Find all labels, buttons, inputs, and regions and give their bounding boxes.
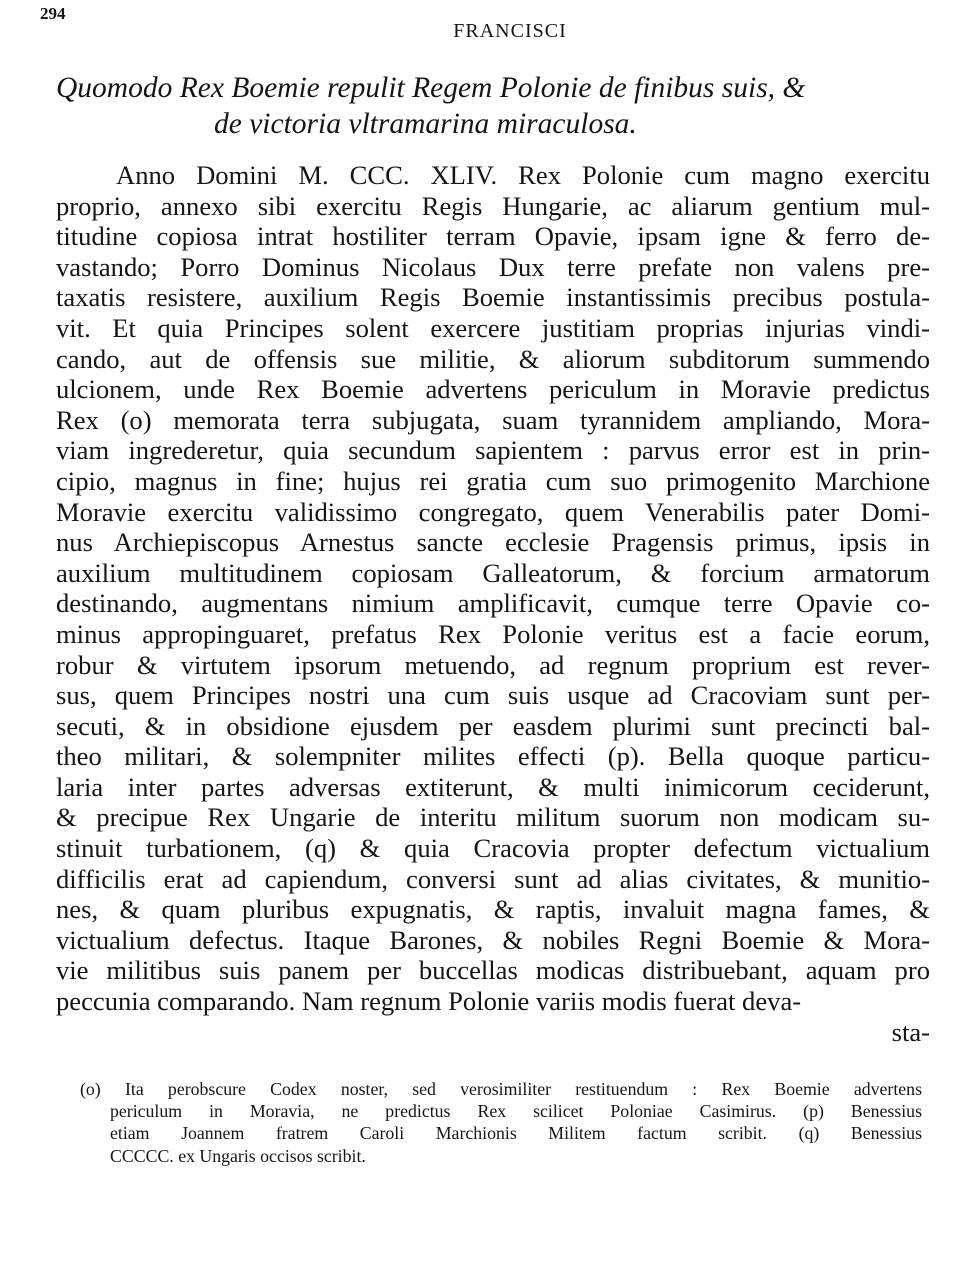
text-line: victualium defectus. Itaque Barones, & nobiles Regni Boemie & Mora-	[56, 924, 930, 955]
text-line: secuti, & in obsidione ejusdem per easdem plurimi sunt precincti bal-	[56, 710, 930, 741]
text-line: cipio, magnus in fine; hujus rei gratia cum suo primogenito Marchione	[56, 465, 930, 496]
text-line: viam ingrederetur, quia secundum sapientem : parvus error est in prin-	[56, 435, 930, 466]
body-text	[56, 160, 930, 1047]
text-line: laria inter partes adversas extiterunt, & multi inimicorum ceciderunt,	[56, 771, 930, 802]
text-line: minus appropinguaret, prefatus Rex Polonie veritus est a facie eorum,	[56, 618, 930, 649]
text-line: stinuit turbationem, (q) & quia Cracovia propter defectum victualium	[56, 833, 930, 864]
text-line: ulcionem, unde Rex Boemie advertens periculum in Moravie predictus	[56, 374, 930, 405]
text-line: theo militari, & solempniter milites effecti (p). Bella quoque particu-	[56, 741, 930, 772]
footnote-line: periculum in Moravia, ne predictus Rex scilicet Poloniae Casimirus. (p) Benessius	[110, 1101, 922, 1122]
text-line: Rex (o) memorata terra subjugata, suam tyrannidem ampliando, Mora-	[56, 404, 930, 435]
text-line: vit. Et quia Principes solent exercere justitiam proprias injurias vindi-	[56, 312, 930, 343]
chapter-title	[56, 70, 926, 142]
text-line: vastando; Porro Dominus Nicolaus Dux terre prefate non valens pre-	[56, 251, 930, 282]
footnote-line: (o) Ita perobscure Codex noster, sed verosimiliter restituendum : Rex Boemie advertens	[80, 1079, 922, 1099]
text-line: nus Archiepiscopus Arnestus sancte ecclesie Pragensis primus, ipsis in	[56, 527, 930, 558]
text-line: Moravie exercitu validissimo congregato, quem Venerabilis pater Domi-	[56, 496, 930, 527]
running-head: FRANCISCI	[453, 20, 567, 42]
text-line: peccunia comparando. Nam regnum Polonie variis modis fuerat deva-	[56, 986, 802, 1017]
chapter-title-line: Quomodo Rex Boemie repulit Regem Polonie de finibus suis, &	[56, 72, 806, 104]
footnote-line: etiam Joannem fratrem Caroli Marchionis Militem factum scribit. (q) Benessius	[110, 1123, 922, 1144]
text-line: taxatis resistere, auxilium Regis Boemie instantissimis precibus postula-	[56, 282, 930, 313]
text-line: cando, aut de offensis sue militie, & aliorum subditorum summendo	[56, 343, 930, 374]
text-line: & precipue Rex Ungarie de interitu militum suorum non modicam su-	[56, 802, 930, 833]
text-line: titudine copiosa intrat hostiliter terram Opavie, ipsam igne & ferro de-	[56, 221, 930, 252]
text-line: sus, quem Principes nostri una cum suis usque ad Cracoviam sunt per-	[56, 680, 930, 711]
text-line: Anno Domini M. CCC. XLIV. Rex Polonie cum magno exercitu	[116, 160, 930, 190]
text-line: nes, & quam pluribus expugnatis, & raptis, invaluit magna fames, &	[56, 894, 930, 925]
text-line: difficilis erat ad capiendum, conversi sunt ad alias civitates, & munitio-	[56, 863, 930, 894]
chapter-title-line: de victoria vltramarina miraculosa.	[214, 108, 637, 140]
page-number: 294	[40, 4, 66, 23]
catchword: sta-	[891, 1016, 930, 1047]
text-line: proprio, annexo sibi exercitu Regis Hungarie, ac aliarum gentium mul-	[56, 190, 930, 221]
text-line: vie militibus suis panem per buccellas modicas distribuebant, aquam pro	[56, 955, 930, 986]
text-line: auxilium multitudinem copiosam Galleatorum, & forcium armatorum	[56, 557, 930, 588]
footnote-line: CCCCC. ex Ungaris occisos scribit.	[110, 1145, 366, 1166]
text-line: robur & virtutem ipsorum metuendo, ad regnum proprium est rever-	[56, 649, 930, 680]
footnotes	[80, 1078, 922, 1167]
text-line: destinando, augmentans nimium amplificavit, cumque terre Opavie co-	[56, 588, 930, 619]
